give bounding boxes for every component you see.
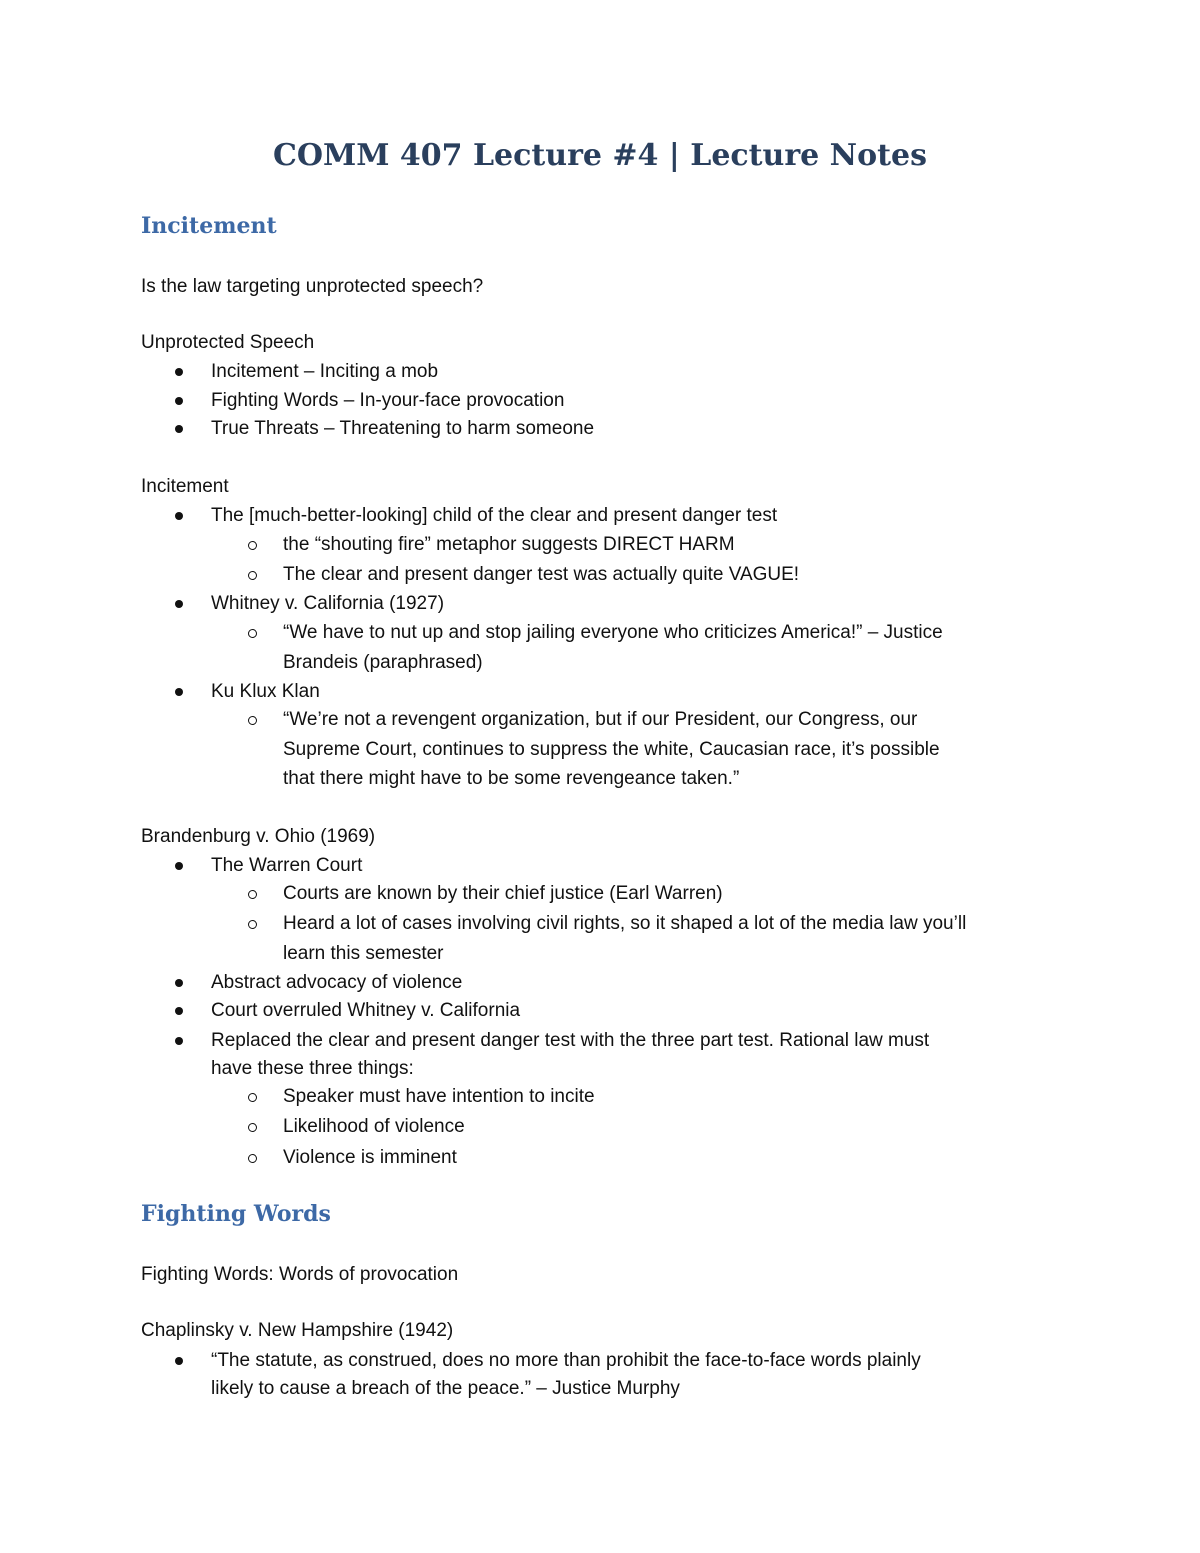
list-item: Abstract advocacy of violence bbox=[211, 972, 463, 993]
sub-list-item: Speaker must have intention to incite bbox=[283, 1086, 595, 1107]
sub-list-item: the “shouting fire” metaphor suggests DIRECT HARM bbox=[283, 534, 735, 555]
sub-bullet-circle bbox=[248, 1154, 257, 1163]
unprotected-speech-label: Unprotected Speech bbox=[141, 332, 315, 353]
brandenburg-label: Brandenburg v. Ohio (1969) bbox=[141, 826, 376, 847]
sub-bullet-circle bbox=[248, 541, 257, 550]
bullet-dot bbox=[175, 1007, 183, 1015]
chaplinsky-label: Chaplinsky v. New Hampshire (1942) bbox=[141, 1320, 454, 1341]
sub-list-item: Violence is imminent bbox=[283, 1147, 457, 1168]
sub-bullet-circle bbox=[248, 716, 257, 725]
bullet-dot bbox=[175, 862, 183, 870]
list-item-continued: likely to cause a breach of the peace.” – Justice Murphy bbox=[211, 1378, 680, 1399]
fighting-words-definition: Fighting Words: Words of provocation bbox=[141, 1264, 459, 1285]
sub-list-item: The clear and present danger test was actually quite VAGUE! bbox=[283, 564, 800, 585]
sub-list-item: “We have to nut up and stop jailing everyone who criticizes America!” – Justice bbox=[283, 622, 943, 643]
sub-list-item-continued: learn this semester bbox=[283, 943, 444, 964]
list-item: Replaced the clear and present danger test with the three part test. Rational law must bbox=[211, 1030, 930, 1051]
bullet-dot bbox=[175, 979, 183, 987]
sub-bullet-circle bbox=[248, 890, 257, 899]
list-item: Whitney v. California (1927) bbox=[211, 593, 445, 614]
bullet-dot bbox=[175, 688, 183, 696]
sub-list-item-continued: Brandeis (paraphrased) bbox=[283, 652, 483, 673]
bullet-dot bbox=[175, 425, 183, 433]
list-item: Fighting Words – In-your-face provocation bbox=[211, 390, 565, 411]
sub-bullet-circle bbox=[248, 920, 257, 929]
list-item-continued: have these three things: bbox=[211, 1058, 414, 1079]
question-text: Is the law targeting unprotected speech? bbox=[141, 276, 484, 297]
sub-list-item: Heard a lot of cases involving civil rights, so it shaped a lot of the media law you’ll bbox=[283, 913, 967, 934]
list-item: Court overruled Whitney v. California bbox=[211, 1000, 521, 1021]
bullet-dot bbox=[175, 368, 183, 376]
heading-fighting-words: Fighting Words bbox=[141, 1201, 331, 1227]
list-item: True Threats – Threatening to harm someone bbox=[211, 418, 595, 439]
list-item: Incitement – Inciting a mob bbox=[211, 361, 439, 382]
bullet-dot bbox=[175, 397, 183, 405]
bullet-dot bbox=[175, 1037, 183, 1045]
sub-list-item: Likelihood of violence bbox=[283, 1116, 465, 1137]
sub-bullet-circle bbox=[248, 1123, 257, 1132]
list-item: Ku Klux Klan bbox=[211, 681, 320, 702]
sub-list-item: “We’re not a revengent organization, but if our President, our Congress, our bbox=[283, 709, 918, 730]
sub-bullet-circle bbox=[248, 1093, 257, 1102]
sub-list-item: Courts are known by their chief justice (Earl Warren) bbox=[283, 883, 723, 904]
bullet-dot bbox=[175, 512, 183, 520]
page-title: COMM 407 Lecture #4 | Lecture Notes bbox=[273, 138, 927, 173]
heading-incitement: Incitement bbox=[141, 213, 277, 239]
sub-list-item-continued: that there might have to be some revengeance taken.” bbox=[283, 768, 740, 789]
incitement-label: Incitement bbox=[141, 476, 229, 497]
list-item: The Warren Court bbox=[211, 855, 363, 876]
sub-list-item-continued: Supreme Court, continues to suppress the white, Caucasian race, it’s possible bbox=[283, 739, 940, 760]
list-item: “The statute, as construed, does no more than prohibit the face-to-face words plainly bbox=[211, 1350, 921, 1371]
sub-bullet-circle bbox=[248, 571, 257, 580]
sub-bullet-circle bbox=[248, 629, 257, 638]
list-item: The [much-better-looking] child of the clear and present danger test bbox=[211, 505, 778, 526]
bullet-dot bbox=[175, 1357, 183, 1365]
bullet-dot bbox=[175, 600, 183, 608]
